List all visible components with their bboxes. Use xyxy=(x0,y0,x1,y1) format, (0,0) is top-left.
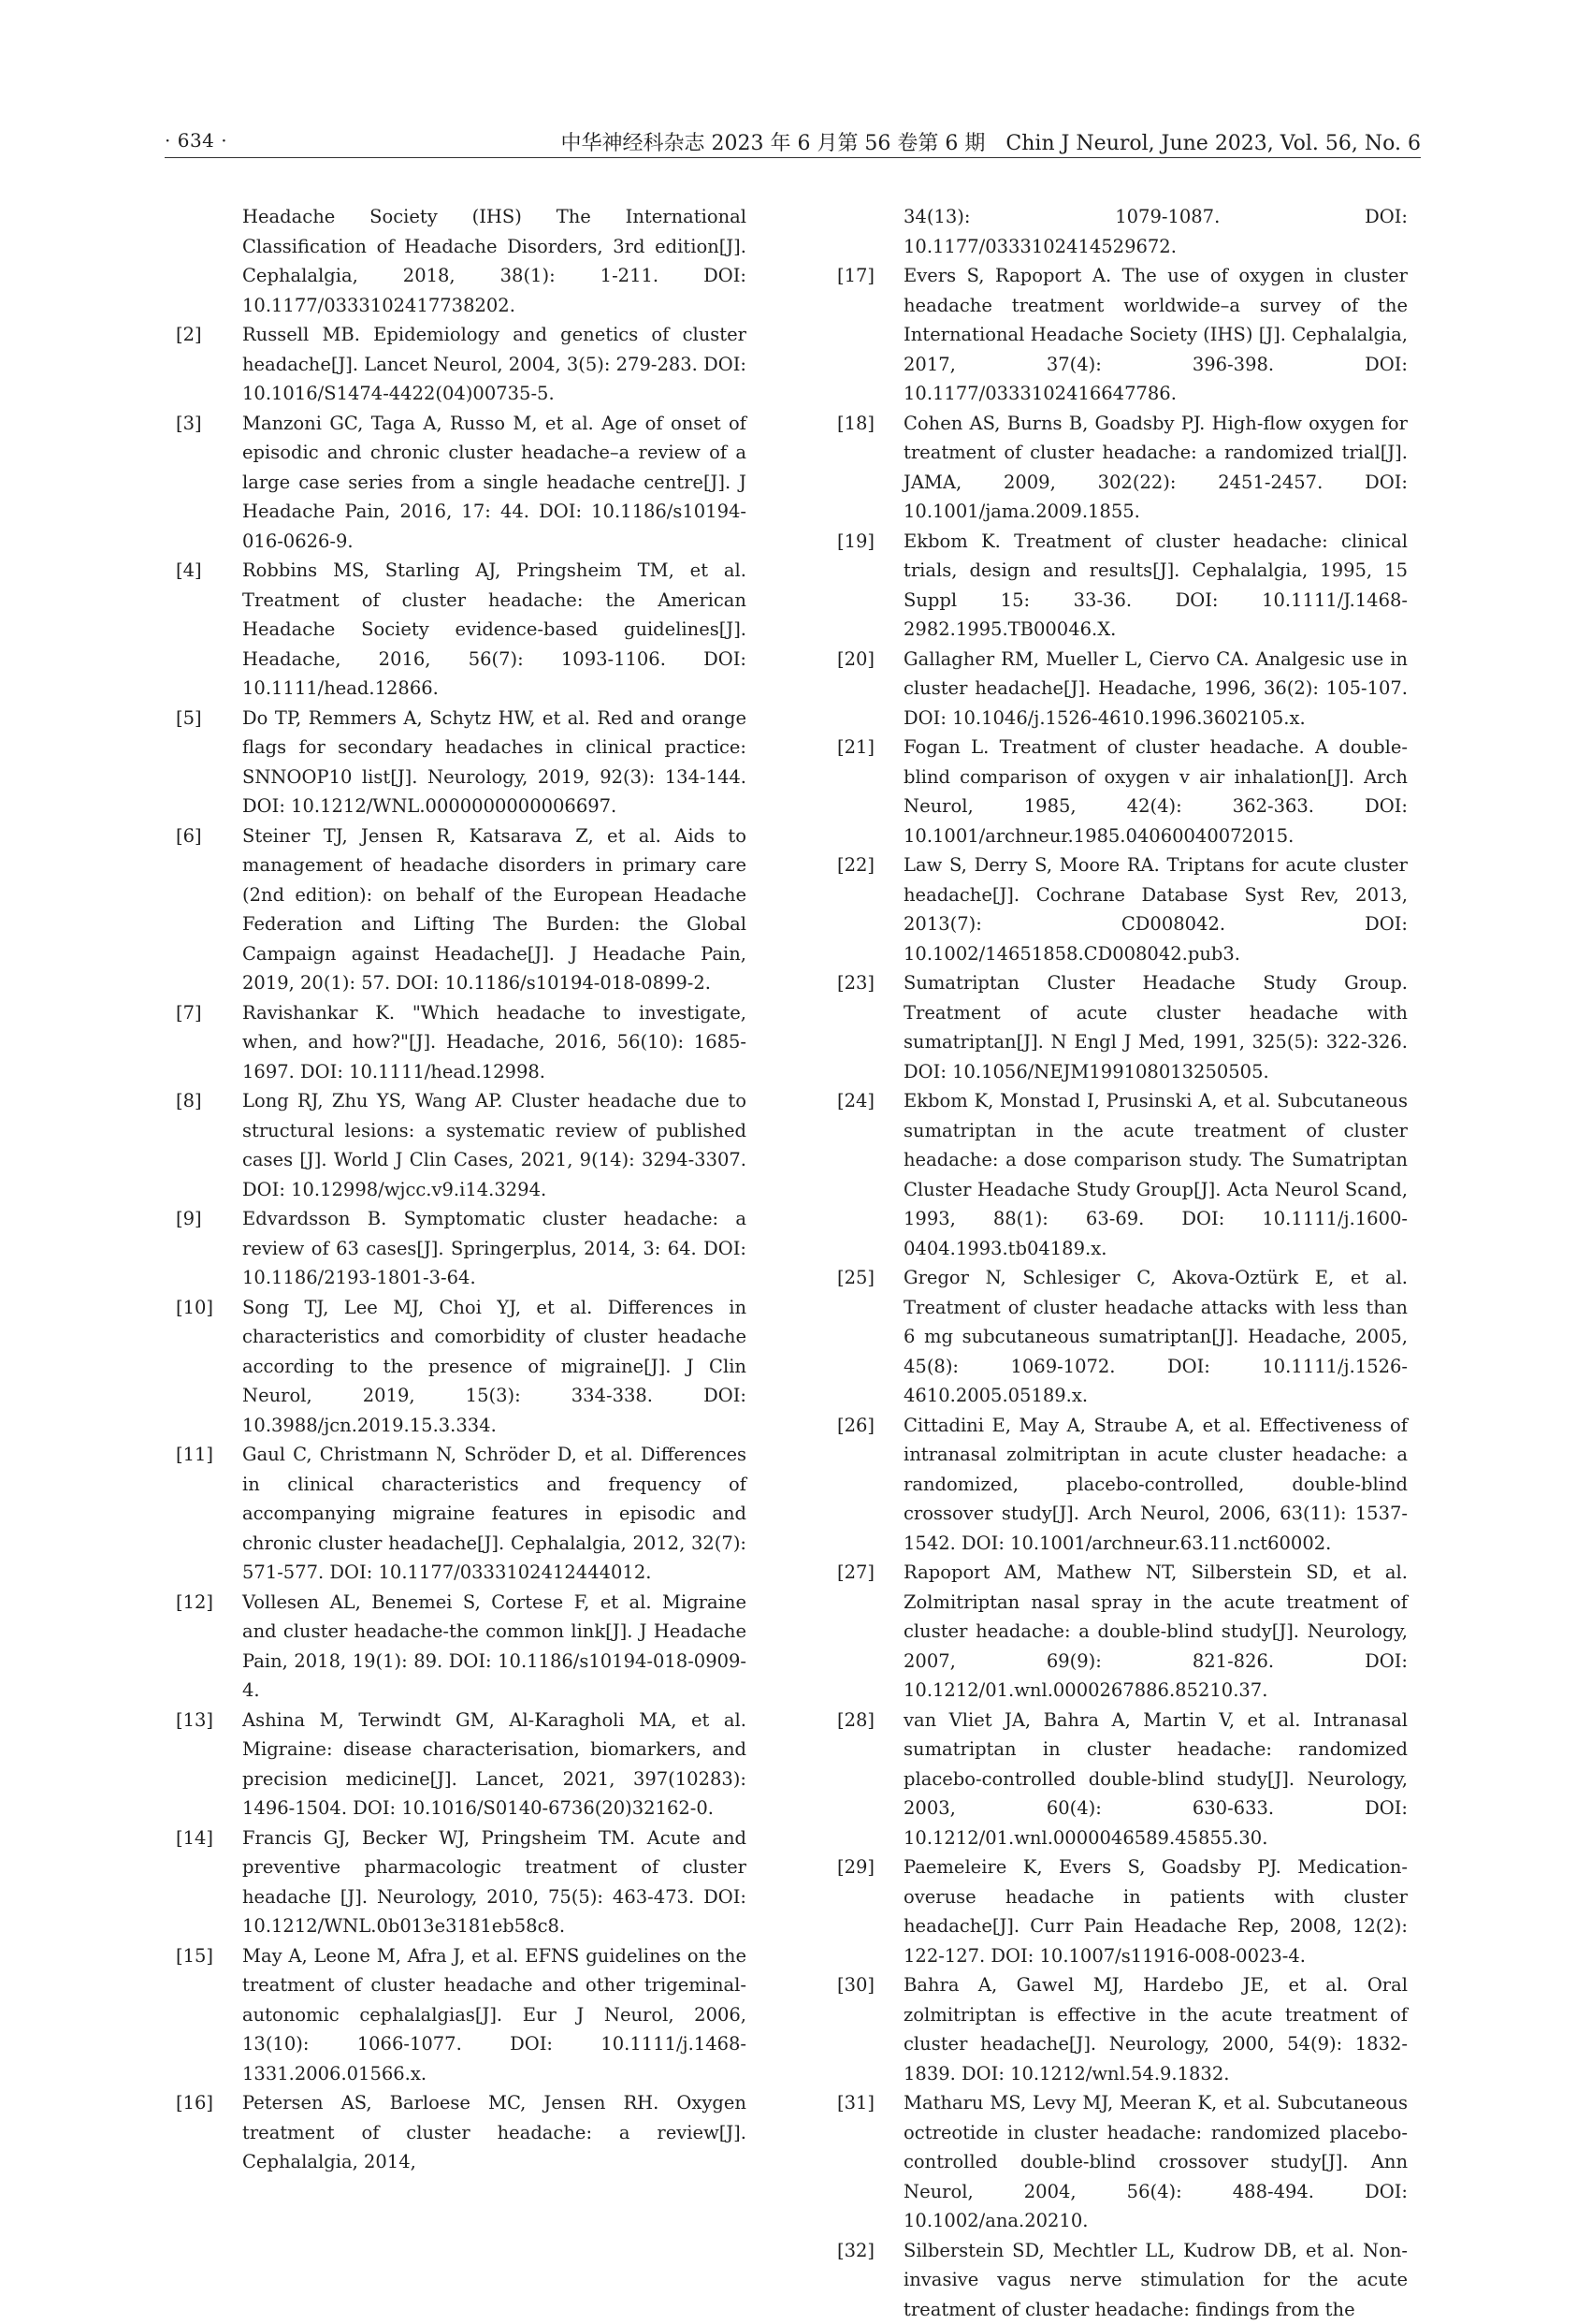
reference-number: [10] xyxy=(176,1293,213,1323)
reference-text: Manzoni GC, Taga A, Russo M, et al. Age of onset of episodic and chronic cluster headache–a review of a large case series from a single headache centre[J]. J Headache Pain, 2016, 17: 44. DOI: 10.1186/s10194-016-0626-9. xyxy=(242,413,746,552)
journal-citation: 中华神经科杂志 2023 年 6 月第 56 卷第 6 期 Chin J Neurol, June 2023, Vol. 56, No. 6 xyxy=(560,127,1421,156)
reference-number: [17] xyxy=(837,261,875,291)
reference-text: Steiner TJ, Jensen R, Katsarava Z, et al. Aids to management of headache disorders in primary care (2nd edition): on behalf of the European Headache Federation and Lifting The Burden: the Global Campaign against Headache[J]. J Headache Pain, 2019, 20(1): 57. DOI: 10.1186/s10194-018-0899-2. xyxy=(242,825,746,995)
reference-text: Cohen AS, Burns B, Goadsby PJ. High-flow oxygen for treatment of cluster headache: a randomized trial[J]. JAMA, 2009, 302(22): 2451-2457. DOI: 10.1001/jama.2009.1855. xyxy=(904,413,1408,523)
reference-text: Petersen AS, Barloese MC, Jensen RH. Oxygen treatment of cluster headache: a review[J]. Cephalalgia, 2014, xyxy=(242,2092,746,2172)
reference-text: Gregor N, Schlesiger C, Akova-Oztürk E, et al. Treatment of cluster headache attacks with less than 6 mg subcutaneous sumatriptan[J]. Headache, 2005, 45(8): 1069-1072. DOI: 10.1111/j.1526-4610.2005.05189.x. xyxy=(904,1267,1408,1406)
reference-text: Sumatriptan Cluster Headache Study Group. Treatment of acute cluster headache with sumatriptan[J]. N Engl J Med, 1991, 325(5): 322-326. DOI: 10.1056/NEJM199108013250505. xyxy=(904,972,1408,1082)
left-column xyxy=(176,202,746,2177)
reference-text: Russell MB. Epidemiology and genetics of cluster headache[J]. Lancet Neurol, 2004, 3(5): 279-283. DOI: 10.1016/S1474-4422(04)00735-5. xyxy=(242,324,746,404)
reference-item xyxy=(837,645,1408,734)
reference-text: Song TJ, Lee MJ, Choi YJ, et al. Differences in characteristics and comorbidity of cluster headache according to the presence of migraine[J]. J Clin Neurol, 2019, 15(3): 334-338. DOI: 10.3988/jcn.2019.15.3.334. xyxy=(242,1297,746,1436)
reference-number: [27] xyxy=(837,1558,875,1588)
reference-number: [7] xyxy=(176,998,202,1028)
reference-item xyxy=(176,1941,746,2089)
reference-item xyxy=(837,1411,1408,1559)
reference-item xyxy=(176,1588,746,1706)
reference-number: [32] xyxy=(837,2236,875,2266)
reference-text: Ekbom K. Treatment of cluster headache: clinical trials, design and results[J]. Cephalalgia, 1995, 15 Suppl 15: 33-36. DOI: 10.1111/J.1468-2982.1995.TB00046.X. xyxy=(904,530,1408,641)
reference-item xyxy=(837,1086,1408,1263)
reference-number: [25] xyxy=(837,1263,875,1293)
reference-item xyxy=(837,261,1408,409)
reference-item xyxy=(837,409,1408,527)
reference-text: Bahra A, Gawel MJ, Hardebo JE, et al. Oral zolmitriptan is effective in the acute treatment of cluster headache[J]. Neurology, 2000, 54(9): 1832-1839. DOI: 10.1212/wnl.54.9.1832. xyxy=(904,1974,1408,2084)
reference-number: [11] xyxy=(176,1440,213,1470)
reference-item xyxy=(837,850,1408,968)
reference-item xyxy=(176,1086,746,1204)
reference-number: [4] xyxy=(176,556,202,586)
reference-item xyxy=(837,968,1408,1086)
reference-number: [23] xyxy=(837,968,875,998)
reference-number: [29] xyxy=(837,1852,875,1882)
reference-number: [9] xyxy=(176,1204,202,1234)
reference-number: [5] xyxy=(176,704,202,734)
reference-number: [31] xyxy=(837,2088,875,2118)
reference-text: Ravishankar K. "Which headache to investigate, when, and how?"[J]. Headache, 2016, 56(10): 1685-1697. DOI: 10.1111/head.12998. xyxy=(242,1002,746,1082)
reference-text: Paemeleire K, Evers S, Goadsby PJ. Medication-overuse headache in patients with cluster headache[J]. Curr Pain Headache Rep, 2008, 12(2): 122-127. DOI: 10.1007/s11916-008-0023-4. xyxy=(904,1856,1408,1967)
reference-item xyxy=(837,1852,1408,1970)
reference-item xyxy=(176,704,746,821)
reference-item xyxy=(837,527,1408,645)
reference-number: [19] xyxy=(837,527,875,557)
reference-item xyxy=(176,1204,746,1293)
reference-text: May A, Leone M, Afra J, et al. EFNS guidelines on the treatment of cluster headache and other trigeminal-autonomic cephalalgias[J]. Eur J Neurol, 2006, 13(10): 1066-1077. DOI: 10.1111/j.1468-1331.2006.01566.x. xyxy=(242,1945,746,2084)
reference-text: Do TP, Remmers A, Schytz HW, et al. Red and orange flags for secondary headaches in clinical practice: SNNOOP10 list[J]. Neurology, 2019, 92(3): 134-144. DOI: 10.1212/WNL.0000000000006697. xyxy=(242,707,746,818)
page-number: · 634 · xyxy=(165,129,227,152)
reference-text: Evers S, Rapoport A. The use of oxygen in cluster headache treatment worldwide–a survey of the International Headache Society (IHS) [J]. Cephalalgia, 2017, 37(4): 396-398. DOI: 10.1177/0333102416647786. xyxy=(904,265,1408,404)
reference-item xyxy=(176,821,746,998)
reference-number: [18] xyxy=(837,409,875,439)
reference-number: [26] xyxy=(837,1411,875,1441)
reference-text: Matharu MS, Levy MJ, Meeran K, et al. Subcutaneous octreotide in cluster headache: randomized placebo-controlled double-blind crossover study[J]. Ann Neurol, 2004, 56(4): 488-494. DOI: 10.1002/ana.20210. xyxy=(904,2092,1408,2231)
running-header xyxy=(165,125,1421,158)
reference-list-right xyxy=(837,261,1408,2324)
reference-number: [28] xyxy=(837,1706,875,1736)
reference-text: Vollesen AL, Benemei S, Cortese F, et al. Migraine and cluster headache-the common link[J]. J Headache Pain, 2018, 19(1): 89. DOI: 10.1186/s10194-018-0909-4. xyxy=(242,1591,746,1702)
reference-list-left xyxy=(176,320,746,2177)
reference-continuation: Headache Society (IHS) The International Classification of Headache Disorders, 3rd edition[J]. Cephalalgia, 2018, 38(1): 1-211. DOI: 10.1177/0333102417738202. xyxy=(176,202,746,320)
reference-text: Cittadini E, May A, Straube A, et al. Effectiveness of intranasal zolmitriptan in acute cluster headache: a randomized, placebo-controlled, double-blind crossover study[J]. Arch Neurol, 2006, 63(11): 1537-1542. DOI: 10.1001/archneur.63.11.nct60002. xyxy=(904,1415,1408,1554)
reference-item xyxy=(176,2088,746,2177)
reference-number: [12] xyxy=(176,1588,213,1618)
reference-number: [13] xyxy=(176,1706,213,1736)
reference-item xyxy=(837,2236,1408,2324)
reference-number: [8] xyxy=(176,1086,202,1116)
reference-item xyxy=(837,1263,1408,1411)
reference-item xyxy=(837,1970,1408,2088)
reference-text: Fogan L. Treatment of cluster headache. A double-blind comparison of oxygen v air inhalation[J]. Arch Neurol, 1985, 42(4): 362-363. DOI: 10.1001/archneur.1985.04060040072015. xyxy=(904,736,1408,847)
reference-text: Rapoport AM, Mathew NT, Silberstein SD, et al. Zolmitriptan nasal spray in the acute treatment of cluster headache: a double-blind study[J]. Neurology, 2007, 69(9): 821-826. DOI: 10.1212/01.wnl.0000267886.85210.37. xyxy=(904,1561,1408,1701)
reference-text: Gaul C, Christmann N, Schröder D, et al. Differences in clinical characteristics and frequency of accompanying migraine features in episodic and chronic cluster headache[J]. Cephalalgia, 2012, 32(7): 571-577. DOI: 10.1177/0333102412444012. xyxy=(242,1444,746,1583)
reference-text: Ashina M, Terwindt GM, Al-Karagholi MA, et al. Migraine: disease characterisation, biomarkers, and precision medicine[J]. Lancet, 2021, 397(10283): 1496-1504. DOI: 10.1016/S0140-6736(20)32162-0. xyxy=(242,1709,746,1820)
reference-text: van Vliet JA, Bahra A, Martin V, et al. Intranasal sumatriptan in cluster headache: randomized placebo-controlled double-blind study[J]. Neurology, 2003, 60(4): 630-633. DOI: 10.1212/01.wnl.0000046589.45855.30. xyxy=(904,1709,1408,1849)
reference-item xyxy=(176,1823,746,1941)
reference-item xyxy=(176,998,746,1087)
reference-item xyxy=(176,409,746,557)
reference-text: Silberstein SD, Mechtler LL, Kudrow DB, et al. Non-invasive vagus nerve stimulation for the acute treatment of cluster headache: findings from the xyxy=(904,2240,1408,2320)
reference-number: [16] xyxy=(176,2088,213,2118)
reference-number: [24] xyxy=(837,1086,875,1116)
reference-item xyxy=(837,1558,1408,1706)
reference-number: [3] xyxy=(176,409,202,439)
reference-number: [15] xyxy=(176,1941,213,1971)
reference-text: Robbins MS, Starling AJ, Pringsheim TM, et al. Treatment of cluster headache: the American Headache Society evidence-based guidelines[J]. Headache, 2016, 56(7): 1093-1106. DOI: 10.1111/head.12866. xyxy=(242,559,746,699)
reference-number: [2] xyxy=(176,320,202,350)
right-column xyxy=(837,202,1408,2324)
reference-text: Gallagher RM, Mueller L, Ciervo CA. Analgesic use in cluster headache[J]. Headache, 1996, 36(2): 105-107. DOI: 10.1046/j.1526-4610.1996.3602105.x. xyxy=(904,648,1408,729)
reference-text: Ekbom K, Monstad I, Prusinski A, et al. Subcutaneous sumatriptan in the acute treatment of cluster headache: a dose comparison study. The Sumatriptan Cluster Headache Study Group[J]. Acta Neurol Scand, 1993, 88(1): 63-69. DOI: 10.1111/j.1600-0404.1993.tb04189.x. xyxy=(904,1090,1408,1259)
reference-number: [20] xyxy=(837,645,875,675)
reference-item xyxy=(837,1706,1408,1853)
reference-number: [21] xyxy=(837,733,875,763)
reference-item xyxy=(837,2088,1408,2236)
reference-item xyxy=(837,733,1408,850)
reference-continuation: 34(13): 1079-1087. DOI: 10.1177/0333102414529672. xyxy=(837,202,1408,261)
reference-number: [22] xyxy=(837,850,875,880)
reference-text: Edvardsson B. Symptomatic cluster headache: a review of 63 cases[J]. Springerplus, 2014, 3: 64. DOI: 10.1186/2193-1801-3-64. xyxy=(242,1208,746,1288)
reference-item xyxy=(176,1293,746,1441)
reference-number: [6] xyxy=(176,821,202,851)
reference-number: [14] xyxy=(176,1823,213,1853)
reference-item xyxy=(176,1440,746,1588)
reference-number: [30] xyxy=(837,1970,875,2000)
reference-text: Law S, Derry S, Moore RA. Triptans for acute cluster headache[J]. Cochrane Database Syst Rev, 2013, 2013(7): CD008042. DOI: 10.1002/14651858.CD008042.pub3. xyxy=(904,854,1408,965)
reference-item xyxy=(176,556,746,704)
reference-text: Francis GJ, Becker WJ, Pringsheim TM. Acute and preventive pharmacologic treatment of cluster headache [J]. Neurology, 2010, 75(5): 463-473. DOI: 10.1212/WNL.0b013e3181eb58c8. xyxy=(242,1827,746,1938)
reference-item xyxy=(176,320,746,409)
reference-text: Long RJ, Zhu YS, Wang AP. Cluster headache due to structural lesions: a systematic review of published cases [J]. World J Clin Cases, 2021, 9(14): 3294-3307. DOI: 10.12998/wjcc.v9.i14.3294. xyxy=(242,1090,746,1200)
reference-item xyxy=(176,1706,746,1823)
